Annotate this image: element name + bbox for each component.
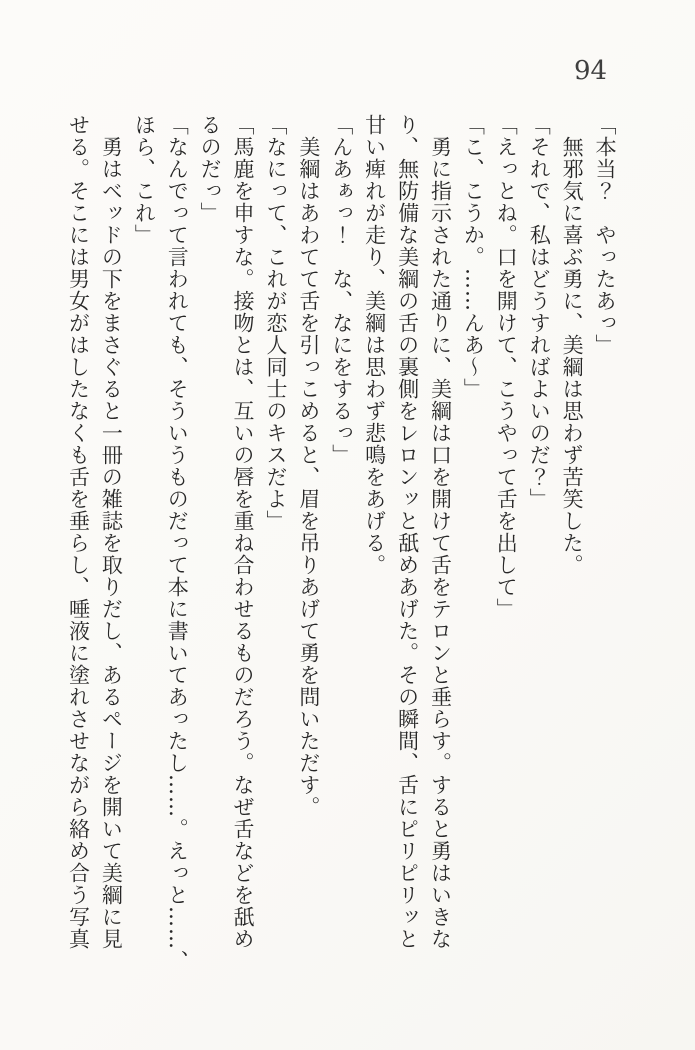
text-line: 無邪気に喜ぶ勇に、美綱は思わず苦笑した。 <box>560 136 585 576</box>
vertical-text-block <box>62 114 621 976</box>
text-line: 「んあぁっ！ な、なにをするっ」 <box>329 114 354 466</box>
text-line: るのだっ」 <box>198 114 223 224</box>
text-line: り、無防備な美綱の舌の裏側をレロンッと舐めあげた。その瞬間、舌にピリピリッと <box>395 114 420 950</box>
text-line: 「こ、こうか。……んあ～」 <box>461 114 486 400</box>
text-line: 勇に指示された通りに、美綱は口を開けて舌をテロンと垂らす。すると勇はいきな <box>428 136 453 950</box>
text-line: 勇はベッドの下をまさぐると一冊の雑誌を取りだし、あるページを開いて美綱に見 <box>99 136 124 950</box>
text-line: 「馬鹿を申すな。接吻とは、互いの唇を重ね合わせるものだろう。なぜ舌などを舐め <box>231 114 256 950</box>
text-line: 「なんでって言われても、そういうものだって本に書いてあったし……。えっと……、 <box>165 114 190 972</box>
text-line: 美綱はあわてて舌を引っこめると、眉を吊りあげて勇を問いただす。 <box>296 136 321 818</box>
text-line: せる。そこには男女がはしたなくも舌を垂らし、唾液に塗れさせながら絡め合う写真 <box>66 114 91 950</box>
page-number: 94 <box>574 56 608 86</box>
text-line: 「それで、私はどうすればよいのだ？」 <box>527 114 552 510</box>
text-line: ほら、これ」 <box>132 114 157 246</box>
text-line: 「えっとね。口を開けて、こうやって舌を出して」 <box>494 114 519 620</box>
text-line: 甘い痺れが走り、美綱は思わず悲鳴をあげる。 <box>362 114 387 576</box>
text-line: 「本当？ やったあっ」 <box>593 114 617 356</box>
text-line: 「なにって、これが恋人同士のキスだよ」 <box>263 114 288 532</box>
